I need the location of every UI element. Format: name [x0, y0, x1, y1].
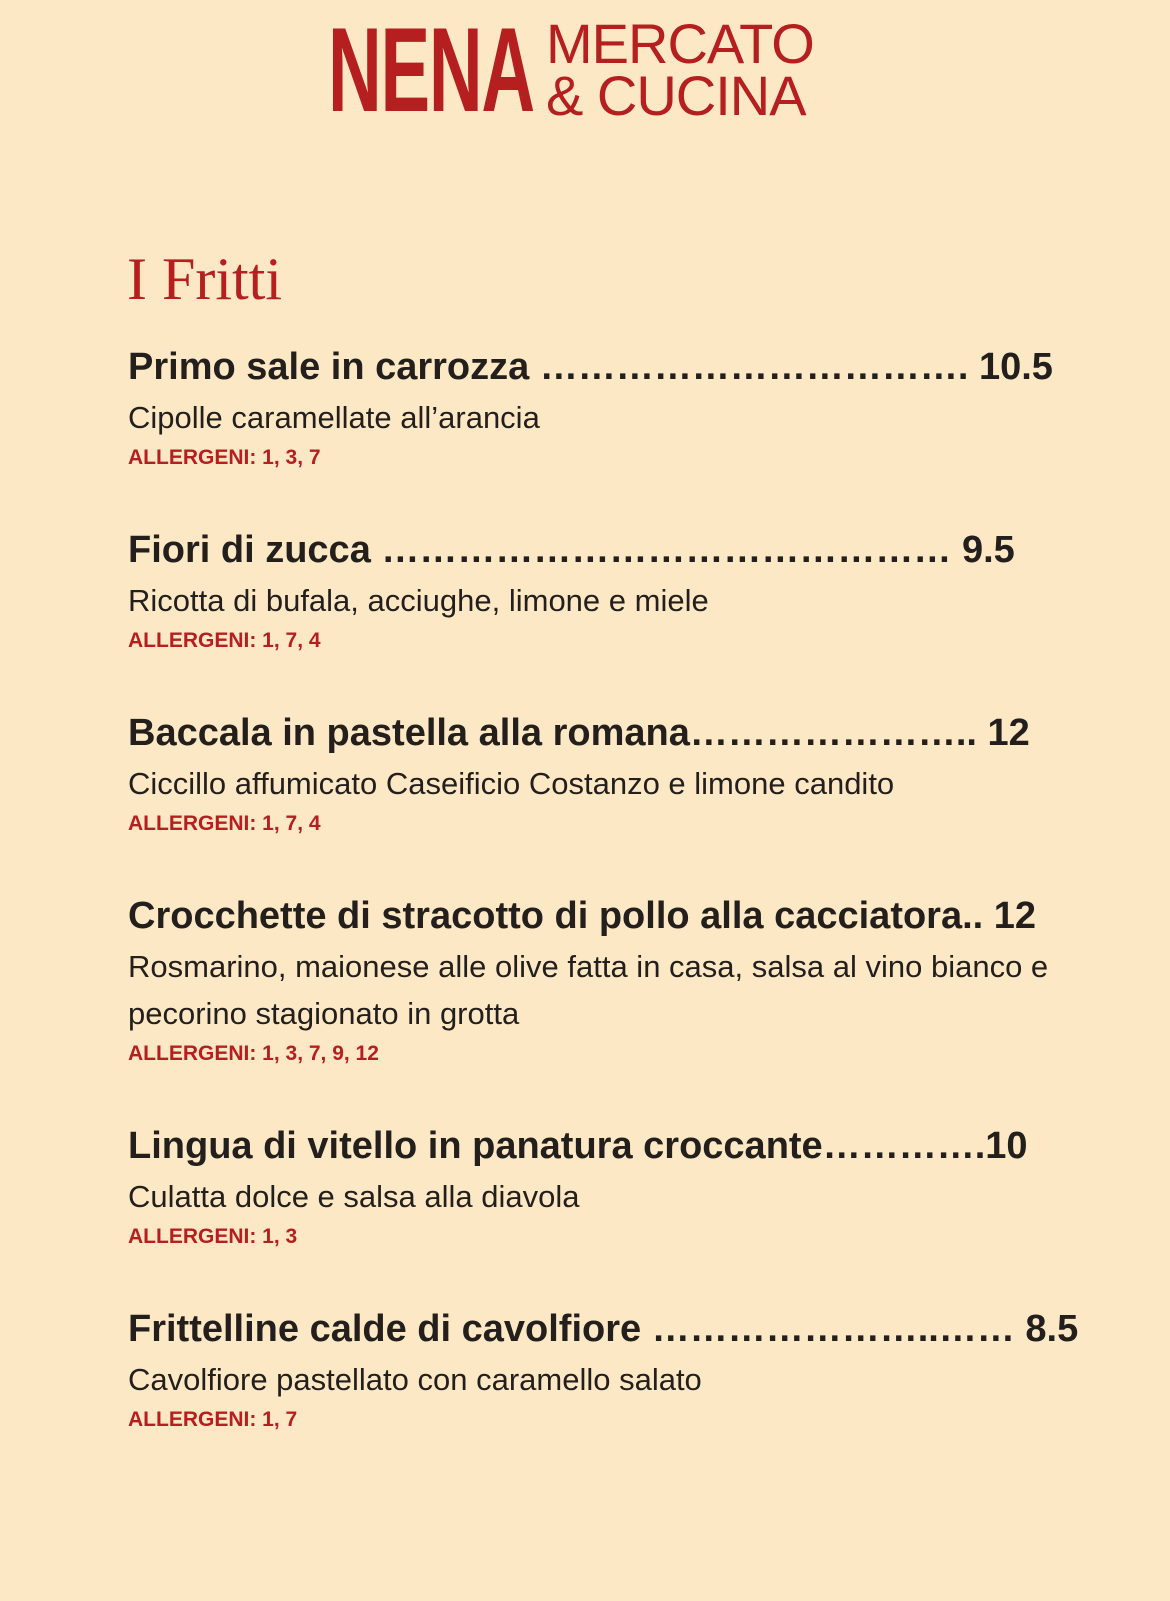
menu-item-leader: ………………….. — [689, 712, 988, 754]
menu-item-allergens: ALLERGENI: 1, 3, 7, 9, 12 — [128, 1042, 379, 1065]
logo-subtitle-line1: MERCATO — [546, 12, 814, 75]
menu-item-allergens: ALLERGENI: 1, 7, 4 — [128, 629, 321, 652]
menu-item-description: Cavolfiore pastellato con caramello salato — [128, 1362, 702, 1397]
menu-item-allergens: ALLERGENI: 1, 7, 4 — [128, 812, 321, 835]
menu-item-name: Primo sale in carrozza — [128, 346, 530, 388]
menu-item-heading — [128, 708, 1058, 758]
restaurant-logo — [328, 3, 814, 137]
menu-item — [128, 891, 1058, 1069]
menu-item — [128, 1304, 1079, 1435]
menu-item-price: 10.5 — [978, 346, 1053, 388]
menu-item-name: Crocchette di stracotto di pollo alla cacciatora — [128, 895, 963, 937]
logo-wordmark: NENA — [328, 3, 534, 137]
menu-item — [128, 342, 1058, 473]
menu-item-allergens: ALLERGENI: 1, 3, 7 — [128, 446, 321, 469]
menu-item-price: 10 — [985, 1125, 1028, 1167]
menu-item-name: Lingua di vitello in panatura croccante — [128, 1125, 823, 1167]
menu-item-description: Cipolle caramellate all’arancia — [128, 400, 540, 435]
menu-item-heading — [128, 525, 1058, 575]
menu-item-heading — [128, 1304, 1079, 1354]
menu-item-leader: ……………………………. — [529, 346, 979, 388]
menu-item-name: Frittelline calde di cavolfiore — [128, 1308, 642, 1350]
menu-item-leader: …………. — [822, 1125, 986, 1167]
menu-list — [128, 342, 1079, 1435]
menu-item — [128, 708, 1058, 839]
menu-item-name: Baccala in pastella alla romana — [128, 712, 690, 754]
menu-item-heading — [128, 1121, 1058, 1171]
menu-item-leader: .. — [962, 895, 994, 937]
logo-subtitle — [546, 12, 814, 127]
menu-item-price: 9.5 — [961, 529, 1015, 571]
section-title: I Fritti — [127, 246, 283, 312]
menu-item-price: 12 — [987, 712, 1030, 754]
menu-item-price: 12 — [993, 895, 1037, 937]
menu-item-description: Ricotta di bufala, acciughe, limone e miele — [128, 583, 709, 618]
menu-item-allergens: ALLERGENI: 1, 7 — [128, 1408, 298, 1431]
menu-item-description: Ciccillo affumicato Caseificio Costanzo e limone candito — [128, 766, 895, 801]
menu-item — [128, 1121, 1058, 1252]
menu-item-heading — [128, 891, 1058, 941]
logo-subtitle-line2: & CUCINA — [546, 64, 806, 127]
menu-item-description: Rosmarino, maionese alle olive fatta in casa, salsa al vino bianco e pecorino stagionato in grotta — [128, 949, 1049, 1031]
menu-item-allergens: ALLERGENI: 1, 3 — [128, 1225, 298, 1248]
menu-item-name: Fiori di zucca — [128, 529, 371, 571]
menu-item — [128, 525, 1058, 656]
menu-item-description: Culatta dolce e salsa alla diavola — [128, 1179, 580, 1214]
menu-item-leader: ……………………………………… — [370, 529, 962, 571]
menu-item-price: 8.5 — [1025, 1308, 1079, 1350]
menu-item-leader: …………………..…… — [641, 1308, 1026, 1350]
menu-item-heading — [128, 342, 1058, 392]
